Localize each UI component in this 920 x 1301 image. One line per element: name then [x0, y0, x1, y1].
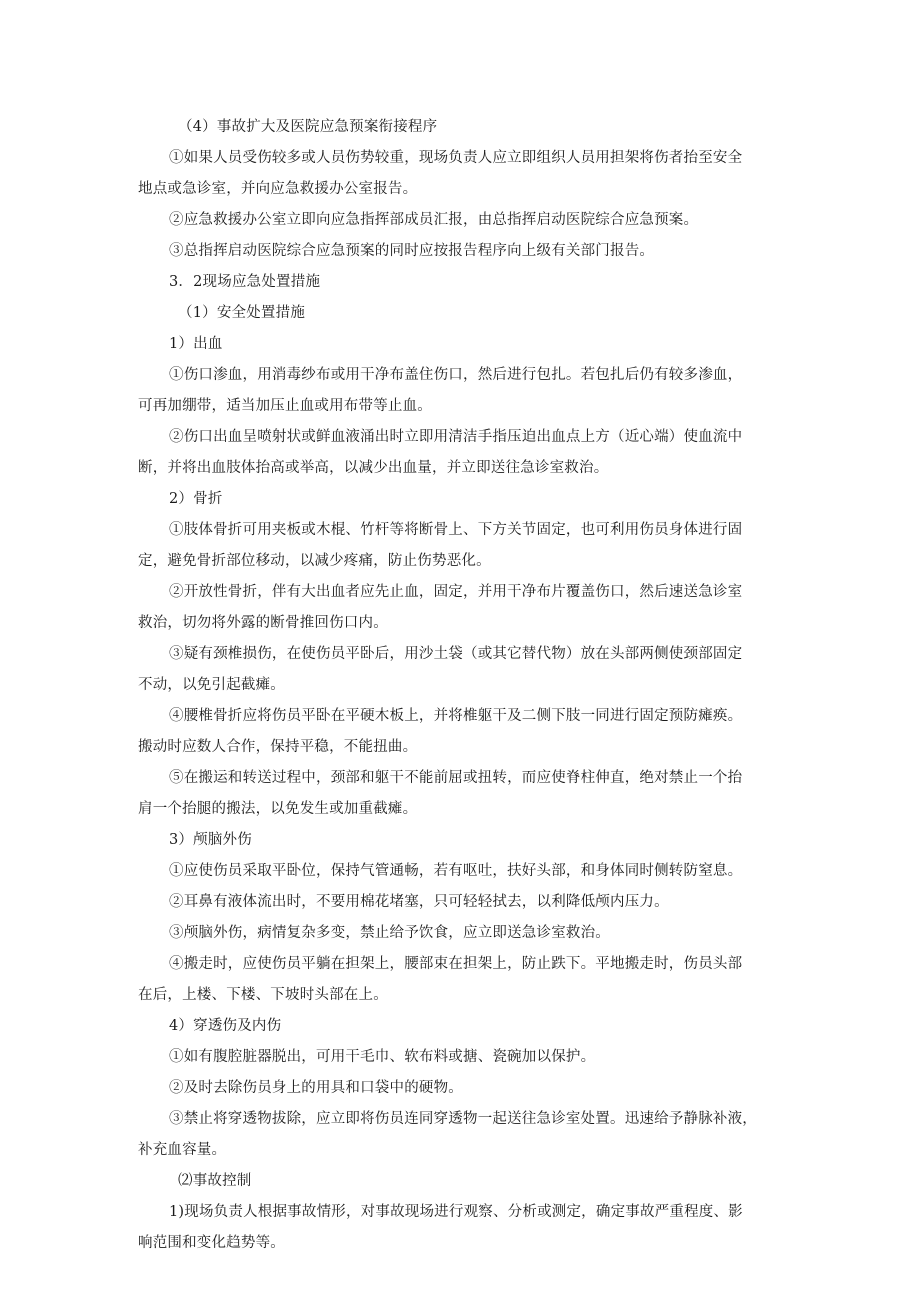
- text-line: ②耳鼻有液体流出时，不要用棉花堵塞，只可轻轻拭去，以利降低颅内压力。: [169, 894, 669, 910]
- text-line: 地点或急诊室，并向应急救援办公室报告。: [138, 181, 418, 197]
- text-line: ④腰椎骨折应将伤员平卧在平硬木板上，并将椎躯干及二侧下肢一同进行固定预防瘫痪。: [169, 708, 743, 724]
- paragraph: [138, 236, 788, 267]
- text-line: ①应使伤员采取平卧位，保持气管通畅，若有呕吐，扶好头部，和身体同时侧转防窒息。: [169, 863, 743, 879]
- paragraph: [138, 701, 788, 763]
- text-line: ⑵事故控制: [178, 1173, 252, 1189]
- text-line: ③疑有颈椎损伤，在使伤员平卧后，用沙土袋（或其它替代物）放在头部两侧使颈部固定: [169, 646, 743, 662]
- subheading-1: [138, 298, 788, 329]
- text-line: 2）骨折: [169, 491, 223, 507]
- item-heading: [138, 1011, 788, 1042]
- text-line: 可再加绷带，适当加压止血或用布带等止血。: [138, 398, 432, 414]
- text-line: ②伤口出血呈喷射状或鲜血液涌出时立即用清洁手指压迫出血点上方（近心端）使血流中: [169, 429, 743, 445]
- text-line: 断，并将出血肢体抬高或举高，以减少出血量，并立即送往急诊室救治。: [138, 460, 609, 476]
- paragraph: [138, 639, 788, 701]
- paragraph: [138, 1042, 788, 1073]
- text-line: 定，避免骨折部位移动，以减少疼痛，防止伤势恶化。: [138, 553, 491, 569]
- text-line: （1）安全处置措施: [178, 305, 306, 321]
- text-line: 1)现场负责人根据事故情形，对事故现场进行观察、分析或测定，确定事故严重程度、影: [169, 1204, 743, 1220]
- text-line: 3）颅脑外伤: [169, 832, 252, 848]
- text-line: 不动，以免引起截瘫。: [138, 677, 285, 693]
- text-line: 搬动时应数人合作，保持平稳，不能扭曲。: [138, 739, 418, 755]
- section-heading: [138, 267, 788, 298]
- subheading-2: [138, 1166, 788, 1197]
- paragraph: [138, 856, 788, 887]
- paragraph: [138, 763, 788, 825]
- text-line: ③颅脑外伤，病情复杂多变，禁止给予饮食，应立即送急诊室救治。: [169, 925, 610, 941]
- text-line: 3．2现场应急处置措施: [169, 274, 321, 290]
- paragraph: [138, 887, 788, 918]
- text-line: ②开放性骨折，伴有大出血者应先止血，固定，并用干净布片覆盖伤口，然后速送急诊室: [169, 584, 743, 600]
- text-line: ②及时去除伤员身上的用具和口袋中的硬物。: [169, 1080, 463, 1096]
- text-line: ①伤口渗血，用消毒纱布或用干净布盖住伤口，然后进行包扎。若包扎后仍有较多渗血，: [169, 367, 743, 383]
- text-line: ①如果人员受伤较多或人员伤势较重，现场负责人应立即组织人员用担架将伤者抬至安全: [169, 150, 743, 166]
- text-line: 4）穿透伤及内伤: [169, 1018, 282, 1034]
- paragraph: [138, 577, 788, 639]
- paragraph: [138, 422, 788, 484]
- document-body: [138, 112, 788, 1259]
- paragraph: [138, 1197, 788, 1259]
- text-line: ②应急救援办公室立即向应急指挥部成员汇报，由总指挥启动医院综合应急预案。: [169, 212, 699, 228]
- subheading-4: [138, 112, 788, 143]
- text-line: ④搬走时，应使伤员平躺在担架上，腰部束在担架上，防止跌下。平地搬走时，伤员头部: [169, 956, 743, 972]
- text-line: 在后，上楼、下楼、下坡时头部在上。: [138, 987, 388, 1003]
- text-line: ③禁止将穿透物拔除，应立即将伤员连同穿透物一起送往急诊室处置。迅速给予静脉补液，: [169, 1111, 757, 1127]
- text-line: ⑤在搬运和转送过程中，颈部和躯干不能前屈或扭转，而应使脊柱伸直，绝对禁止一个抬: [169, 770, 743, 786]
- text-line: 肩一个抬腿的搬法，以免发生或加重截瘫。: [138, 801, 418, 817]
- text-line: 1）出血: [169, 336, 223, 352]
- text-line: ①如有腹腔脏器脱出，可用干毛巾、软布料或搪、瓷碗加以保护。: [169, 1049, 596, 1065]
- text-line: ③总指挥启动医院综合应急预案的同时应按报告程序向上级有关部门报告。: [169, 243, 655, 259]
- text-line: 救治，切勿将外露的断骨推回伤口内。: [138, 615, 388, 631]
- paragraph: [138, 1104, 788, 1166]
- item-heading: [138, 329, 788, 360]
- text-line: 响范围和变化趋势等。: [138, 1235, 285, 1251]
- item-heading: [138, 484, 788, 515]
- paragraph: [138, 205, 788, 236]
- text-line: （4）事故扩大及医院应急预案衔接程序: [178, 119, 438, 135]
- paragraph: [138, 515, 788, 577]
- paragraph: [138, 918, 788, 949]
- paragraph: [138, 1073, 788, 1104]
- text-line: 补充血容量。: [138, 1142, 227, 1158]
- item-heading: [138, 825, 788, 856]
- paragraph: [138, 360, 788, 422]
- paragraph: [138, 143, 788, 205]
- paragraph: [138, 949, 788, 1011]
- text-line: ①肢体骨折可用夹板或木棍、竹杆等将断骨上、下方关节固定，也可利用伤员身体进行固: [169, 522, 743, 538]
